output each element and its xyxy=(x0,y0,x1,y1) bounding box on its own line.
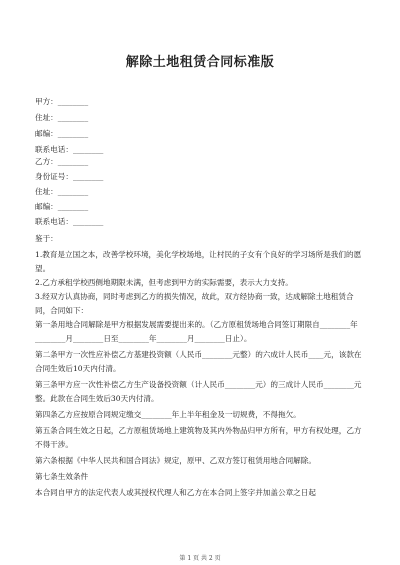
article-2: 第二条甲方一次性应补偿乙方基建投资额（人民币________元整）的六成计人民币____元，该款在合同生效后10天内付清。 xyxy=(35,350,362,373)
page-number: 第 1 页 共 2 页 xyxy=(179,555,221,562)
party-b-address: 住址：________ xyxy=(35,187,89,196)
article-3: 第三条甲方应一次性补偿乙方生产设备投资额（计人民币________元）的三成计人民币________元整。此款在合同生效后30天内付清。 xyxy=(35,380,362,403)
party-b-name: 乙方：________ xyxy=(35,157,89,166)
recitals-heading: 鉴于： xyxy=(35,234,58,243)
party-a-phone: 联系电话：________ xyxy=(35,145,104,154)
party-b-phone: 联系电话：________ xyxy=(35,217,104,226)
article-4: 第四条乙方应按原合同规定缴交________年上半年租金及一切规费，不得拖欠。 xyxy=(35,410,301,419)
article-7-text: 本合同自甲方的法定代表人或其授权代理人和乙方在本合同上签字并加盖公章之日起 xyxy=(35,488,316,497)
article-6: 第六条根据《中华人民共和国合同法》规定，原甲、乙双方签订租赁用地合同解除。 xyxy=(35,456,316,465)
article-5: 第五条合同生效之日起，乙方原租赁场地上建筑物及其内外物品归甲方所有，甲方有权处理，乙方不得干涉。 xyxy=(35,426,362,449)
party-a-name: 甲方：________ xyxy=(35,97,89,106)
recital-3: 3.经双方认真协商，同时考虑到乙方的损失情况，故此，双方经协商一致，达成解除土地租赁合同，合同如下： xyxy=(35,292,354,315)
document-title: 解除土地租赁合同标准版 xyxy=(125,55,275,70)
party-b-id-number: 身份证号：________ xyxy=(35,172,104,181)
article-1: 第一条用地合同解除是甲方根据发展需要提出来的。（乙方原租赁场地合同签订期限自________年________月________日至________年________月________日止）。 xyxy=(35,320,358,343)
recital-2: 2.乙方承租学校西侧地期限未满，但考虑到甲方的实际需要，表示大力支持。 xyxy=(35,278,293,287)
party-a-postcode: 邮编：________ xyxy=(35,129,89,138)
article-7-heading: 第七条生效条件 xyxy=(35,472,89,481)
recital-1: 1.教育是立国之本，改善学校环境，美化学校场地，让村民的子女有个良好的学习场所是我们的愿望。 xyxy=(35,250,362,273)
party-a-address: 住址：________ xyxy=(35,113,89,122)
party-b-postcode: 邮编：________ xyxy=(35,202,89,211)
